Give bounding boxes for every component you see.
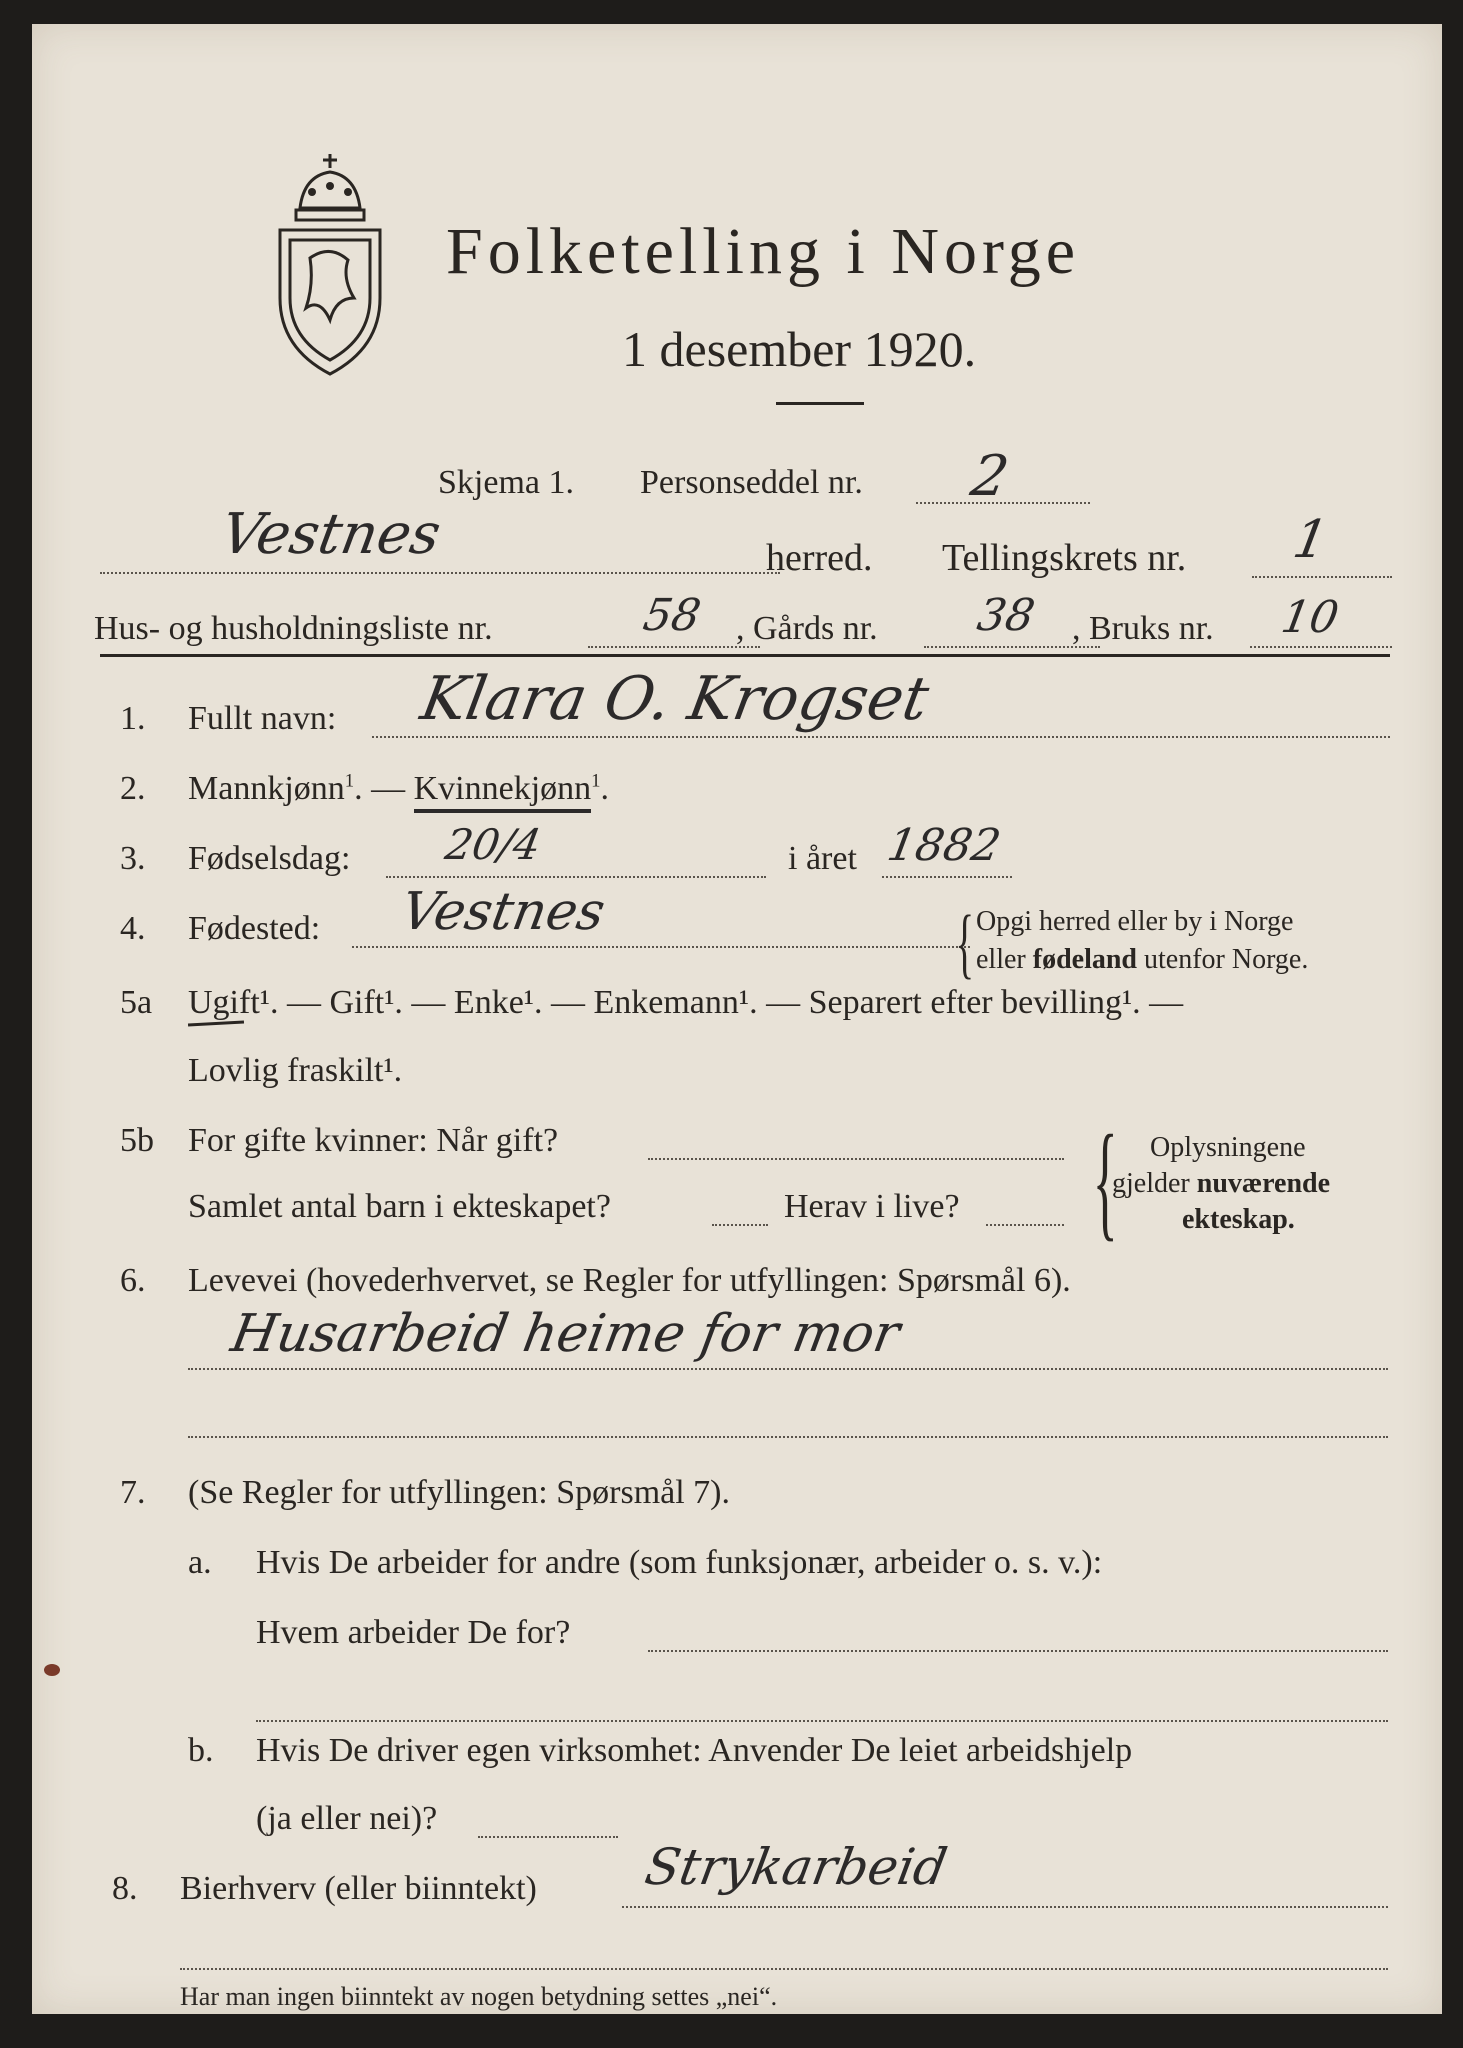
q7a-label: Hvis De arbeider for andre (som funksjonær, arbeider o. s. v.): xyxy=(256,1544,1103,1581)
bruks-label: , Bruks nr. xyxy=(1072,610,1214,647)
coat-of-arms-icon xyxy=(270,148,390,380)
q7b-label: Hvis De driver egen virksomhet: Anvender De leiet arbeidshjelp xyxy=(256,1732,1133,1769)
side-income-value: Strykarbeid xyxy=(640,1838,952,1896)
employer-line-2 xyxy=(256,1720,1388,1722)
marriage-note-2: gjelder nuværende xyxy=(1112,1168,1331,1199)
q7-label: (Se Regler for utfyllingen: Spørsmål 7). xyxy=(188,1474,731,1511)
q7-number: 7. xyxy=(120,1474,146,1511)
birth-year-line xyxy=(882,876,1012,878)
birthplace-value: Vestnes xyxy=(396,882,610,942)
q7b-question: (ja eller nei)? xyxy=(256,1800,438,1837)
marital-status-options-2: Lovlig fraskilt¹. xyxy=(188,1052,403,1089)
q1-number: 1. xyxy=(120,700,146,737)
q5b-married-when: For gifte kvinner: Når gift? xyxy=(188,1122,559,1159)
side-income-line-2 xyxy=(180,1968,1388,1970)
birthplace-note-brace: { xyxy=(955,899,975,986)
birthday-line xyxy=(386,876,766,878)
bruks-line xyxy=(1250,646,1392,648)
female-option: Kvinnekjønn xyxy=(414,770,592,813)
side-income-line xyxy=(622,1906,1388,1908)
occupation-line-2 xyxy=(188,1436,1388,1438)
birthplace-line xyxy=(352,946,970,948)
hired-help-line xyxy=(478,1836,618,1838)
q5b-children-alive: Herav i live? xyxy=(784,1188,960,1225)
schema-label: Skjema 1. xyxy=(438,464,574,501)
male-option: Mannkjønn xyxy=(188,770,345,807)
gards-value: 38 xyxy=(973,590,1039,641)
marriage-note-brace: { xyxy=(1092,1109,1118,1253)
q4-number: 4. xyxy=(120,910,146,947)
footer-note: Har man ingen biinntekt av nogen betydning settes „nei“. xyxy=(180,1982,778,2011)
tellingskrets-value: 1 xyxy=(1288,510,1333,570)
occupation-value: Husarbeid heime for mor xyxy=(226,1304,905,1364)
q6-label: Levevei (hovederhvervet, se Regler for utfyllingen: Spørsmål 6). xyxy=(188,1262,1071,1299)
employer-line-1 xyxy=(648,1650,1388,1652)
header-rule xyxy=(100,654,1390,657)
census-date: 1 desember 1920. xyxy=(622,321,977,377)
census-form xyxy=(32,24,1442,2014)
form-title: Folketelling i Norge xyxy=(446,215,1081,288)
q2-options: Mannkjønn$^1$. — Kvinnekjønn$^1$. xyxy=(188,770,609,808)
q8-label: Bierhverv (eller biinntekt) xyxy=(180,1870,537,1907)
q2-number: 2. xyxy=(120,770,146,807)
title-divider xyxy=(776,402,864,405)
q1-label: Fullt navn: xyxy=(188,700,337,737)
children-total-line xyxy=(712,1224,768,1226)
ink-stain xyxy=(44,1664,60,1676)
tellingskrets-line xyxy=(1252,576,1392,578)
household-list-value: 58 xyxy=(639,590,705,641)
birthplace-note-2: eller fødeland utenfor Norge. xyxy=(976,944,1309,975)
occupation-line-1 xyxy=(188,1368,1388,1370)
birthplace-note-1: Opgi herred eller by i Norge xyxy=(976,906,1294,937)
bruks-value: 10 xyxy=(1277,592,1343,643)
q7b-number: b. xyxy=(188,1732,214,1769)
full-name-value: Klara O. Krogset xyxy=(415,664,934,734)
q7a-question: Hvem arbeider De for? xyxy=(256,1614,571,1651)
personseddel-label: Personseddel nr. xyxy=(640,464,863,501)
household-list-label: Hus- og husholdningsliste nr. xyxy=(94,610,493,647)
q4-label: Fødested: xyxy=(188,910,321,947)
herred-value: Vestnes xyxy=(216,502,446,567)
q5b-children-total: Samlet antal barn i ekteskapet? xyxy=(188,1188,611,1225)
herred-label: herred. xyxy=(766,537,873,579)
q7a-number: a. xyxy=(188,1544,212,1581)
gards-label: , Gårds nr. xyxy=(736,610,878,647)
marital-status-options: Ugift¹. — Gift¹. — Enke¹. — Enkemann¹. — Separert efter bevilling¹. — xyxy=(188,984,1184,1021)
married-when-line xyxy=(648,1158,1064,1160)
children-alive-line xyxy=(986,1224,1064,1226)
q6-number: 6. xyxy=(120,1262,146,1299)
marriage-note-1: Oplysningene xyxy=(1150,1132,1306,1163)
herred-line xyxy=(100,572,780,574)
birthday-value: 20/4 xyxy=(441,820,545,869)
q1-line xyxy=(372,736,1390,738)
q8-number: 8. xyxy=(112,1870,138,1907)
q5b-number: 5b xyxy=(120,1122,154,1159)
personseddel-value: 2 xyxy=(966,444,1014,509)
tellingskrets-label: Tellingskrets nr. xyxy=(942,537,1187,579)
birth-year-label: i året xyxy=(788,840,857,877)
q3-number: 3. xyxy=(120,840,146,877)
household-list-line xyxy=(588,646,760,648)
q5a-number: 5a xyxy=(120,984,153,1021)
q3-label: Fødselsdag: xyxy=(188,840,351,877)
marriage-note-3: ekteskap. xyxy=(1182,1204,1295,1235)
birth-year-value: 1882 xyxy=(883,820,1005,871)
